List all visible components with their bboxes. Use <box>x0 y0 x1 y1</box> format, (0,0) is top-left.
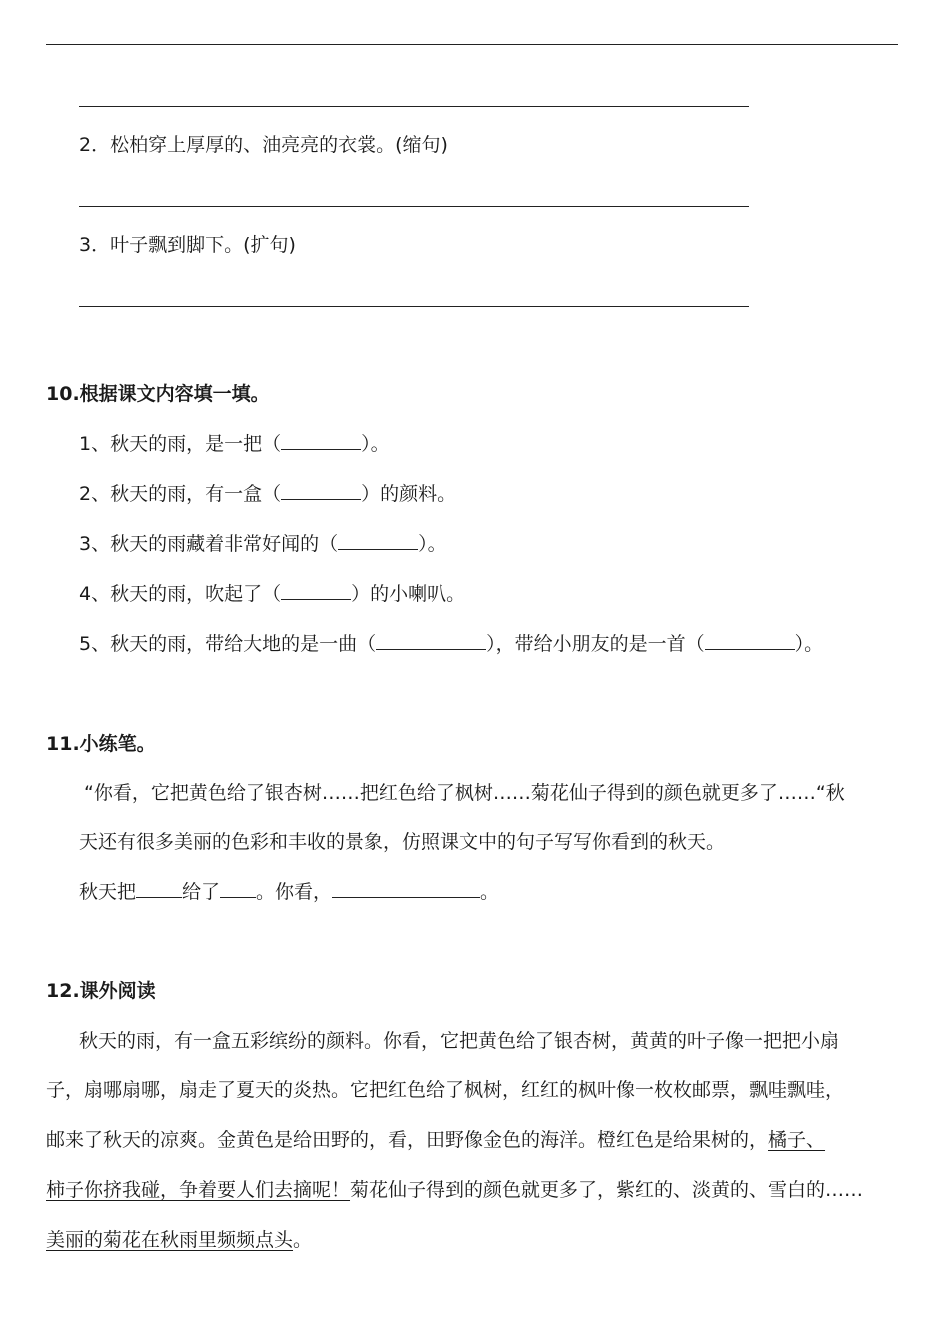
q10-item-2: 2、秋天的雨，有一盒（ ）的颜料。 <box>79 483 457 505</box>
q11-paragraph-line-2: 天还有很多美丽的色彩和丰收的景象，仿照课文中的句子写写你看到的秋天。 <box>79 831 726 853</box>
q10-title: 10.根据课文内容填一填。 <box>46 383 270 405</box>
fill-blank[interactable] <box>136 879 182 898</box>
fill-blank[interactable] <box>281 581 351 600</box>
q12-line-3: 邮来了秋天的凉爽。金黄色是给田野的，看，田野像金色的海洋。橙红色是给果树的，橘子、 <box>46 1129 826 1151</box>
fill-blank[interactable] <box>281 481 361 500</box>
q11-paragraph-line-1: “你看，它把黄色给了银杏树……把红色给了枫树……菊花仙子得到的颜色就更多了……“秋 <box>84 782 845 804</box>
fill-blank[interactable] <box>332 879 480 898</box>
rewrite-item-2: 2．松柏穿上厚厚的、油亮亮的衣裳。(缩句) <box>79 134 448 156</box>
q12-line-4: 柿子你挤我碰，争着要人们去摘呢！菊花仙子得到的颜色就更多了，紫红的、淡黄的、雪白的…… <box>46 1179 864 1201</box>
fill-blank[interactable] <box>338 531 418 550</box>
q12-title: 12.课外阅读 <box>46 980 156 1002</box>
underlined-phrase: 柿子你挤我碰，争着要人们去摘呢！ <box>46 1179 351 1201</box>
underlined-phrase: 橘子、 <box>768 1129 826 1151</box>
header-rule <box>46 44 898 45</box>
q10-item-3: 3、秋天的雨藏着非常好闻的（ ）。 <box>79 533 447 555</box>
q12-line-5: 美丽的菊花在秋雨里频频点头。 <box>46 1229 313 1251</box>
answer-line-3 <box>79 306 749 307</box>
underlined-phrase: 美丽的菊花在秋雨里频频点头 <box>46 1229 294 1251</box>
fill-blank[interactable] <box>376 631 486 650</box>
fill-blank[interactable] <box>705 631 795 650</box>
q10-item-4: 4、秋天的雨，吹起了（ ）的小喇叭。 <box>79 583 466 605</box>
fill-blank[interactable] <box>281 431 361 450</box>
q10-item-1: 1、秋天的雨，是一把（ ）。 <box>79 433 390 455</box>
q11-title: 11.小练笔。 <box>46 733 156 755</box>
q12-line-2: 子，扇哪扇哪，扇走了夏天的炎热。它把红色给了枫树，红红的枫叶像一枚枚邮票，飘哇飘哇， <box>46 1079 845 1101</box>
q10-item-5: 5、秋天的雨，带给大地的是一曲（ ），带给小朋友的是一首（ ）。 <box>79 633 824 655</box>
q11-fill-sentence: 秋天把 给了 。你看， 。 <box>79 881 500 903</box>
rewrite-item-3: 3．叶子飘到脚下。(扩句) <box>79 234 296 256</box>
q12-line-1: 秋天的雨，有一盒五彩缤纷的颜料。你看，它把黄色给了银杏树，黄黄的叶子像一把把小扇 <box>79 1030 840 1052</box>
answer-line-1 <box>79 106 749 107</box>
fill-blank[interactable] <box>220 879 256 898</box>
answer-line-2 <box>79 206 749 207</box>
